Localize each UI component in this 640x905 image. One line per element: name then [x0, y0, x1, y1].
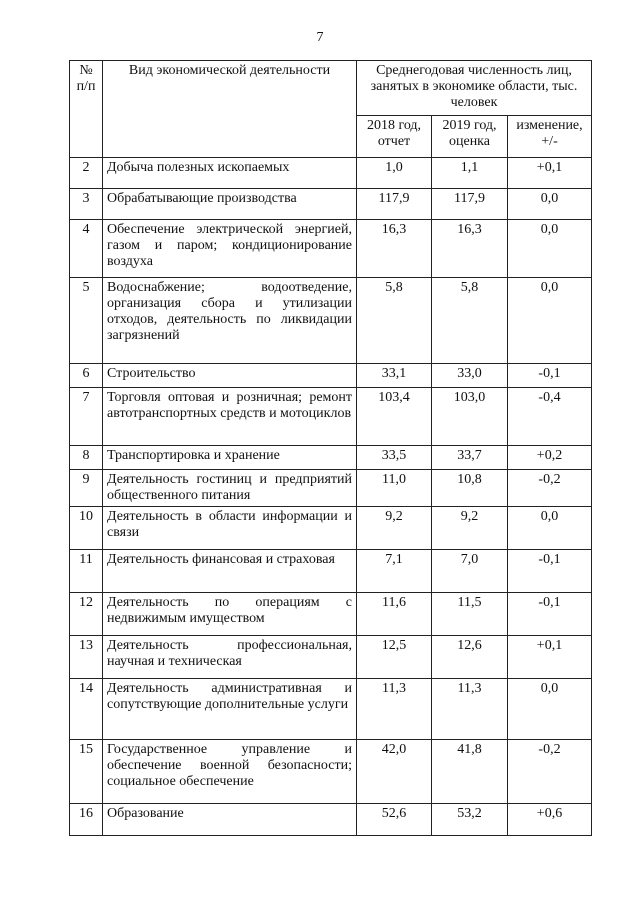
row-change: +0,2	[508, 446, 592, 470]
row-activity-name: Транспортировка и хранение	[103, 446, 357, 470]
row-change: -0,2	[508, 740, 592, 804]
row-activity-name: Деятельность в области информации и связи	[103, 507, 357, 550]
row-value-2019: 7,0	[432, 550, 508, 593]
table-row	[70, 189, 592, 220]
row-value-2019: 9,2	[432, 507, 508, 550]
row-value-2019: 53,2	[432, 804, 508, 836]
row-value-2019: 11,3	[432, 679, 508, 740]
row-value-2018: 33,5	[357, 446, 432, 470]
row-activity-name: Деятельность профессиональная, научная и техническая	[103, 636, 357, 679]
row-value-2018: 33,1	[357, 364, 432, 388]
row-activity-name: Деятельность финансовая и страховая	[103, 550, 357, 593]
row-number: 9	[70, 470, 103, 507]
row-value-2018: 9,2	[357, 507, 432, 550]
row-change: 0,0	[508, 220, 592, 278]
row-value-2019: 1,1	[432, 158, 508, 189]
row-number: 14	[70, 679, 103, 740]
table-row	[70, 636, 592, 679]
row-number: 16	[70, 804, 103, 836]
row-value-2019: 33,7	[432, 446, 508, 470]
row-value-2018: 11,3	[357, 679, 432, 740]
row-number: 6	[70, 364, 103, 388]
row-activity-name: Обрабатывающие производства	[103, 189, 357, 220]
table-row	[70, 446, 592, 470]
row-value-2019: 41,8	[432, 740, 508, 804]
row-activity-name: Торговля оптовая и розничная; ремонт автотранспортных средств и мотоциклов	[103, 388, 357, 446]
row-activity-name: Водоснабжение; водоотведение, организация сбора и утилизации отходов, деятельность по ликвидации загрязнений	[103, 278, 357, 364]
table-row	[70, 220, 592, 278]
row-number: 7	[70, 388, 103, 446]
table-body	[70, 158, 592, 836]
row-number: 11	[70, 550, 103, 593]
row-value-2018: 5,8	[357, 278, 432, 364]
row-number: 3	[70, 189, 103, 220]
row-value-2018: 16,3	[357, 220, 432, 278]
row-number: 13	[70, 636, 103, 679]
table-row	[70, 364, 592, 388]
header-employment-group: Среднегодовая численность лиц, занятых в экономике области, тыс. человек	[357, 61, 592, 116]
row-value-2018: 52,6	[357, 804, 432, 836]
header-number: № п/п	[70, 61, 103, 158]
row-change: +0,1	[508, 636, 592, 679]
row-change: +0,1	[508, 158, 592, 189]
row-activity-name: Деятельность административная и сопутствующие дополнительные услуги	[103, 679, 357, 740]
row-number: 4	[70, 220, 103, 278]
row-change: 0,0	[508, 507, 592, 550]
row-activity-name: Государственное управление и обеспечение военной безопасности; социальное обеспечение	[103, 740, 357, 804]
row-change: 0,0	[508, 189, 592, 220]
row-value-2018: 11,6	[357, 593, 432, 636]
header-2018: 2018 год, отчет	[357, 116, 432, 158]
table-row	[70, 679, 592, 740]
row-change: -0,4	[508, 388, 592, 446]
row-value-2018: 7,1	[357, 550, 432, 593]
row-number: 8	[70, 446, 103, 470]
table-row	[70, 804, 592, 836]
table-row	[70, 593, 592, 636]
table-row	[70, 278, 592, 364]
table-row	[70, 158, 592, 189]
row-value-2019: 33,0	[432, 364, 508, 388]
row-activity-name: Строительство	[103, 364, 357, 388]
row-value-2019: 5,8	[432, 278, 508, 364]
row-value-2019: 103,0	[432, 388, 508, 446]
row-change: -0,1	[508, 550, 592, 593]
header-2019: 2019 год, оценка	[432, 116, 508, 158]
table-row	[70, 470, 592, 507]
row-value-2019: 117,9	[432, 189, 508, 220]
row-activity-name: Образование	[103, 804, 357, 836]
row-number: 12	[70, 593, 103, 636]
row-activity-name: Добыча полезных ископаемых	[103, 158, 357, 189]
row-number: 10	[70, 507, 103, 550]
page-number: 7	[316, 30, 324, 45]
row-activity-name: Деятельность гостиниц и предприятий общественного питания	[103, 470, 357, 507]
row-change: 0,0	[508, 679, 592, 740]
row-activity-name: Обеспечение электрической энергией, газом и паром; кондиционирование воздуха	[103, 220, 357, 278]
row-change: 0,0	[508, 278, 592, 364]
row-activity-name: Деятельность по операциям с недвижимым имуществом	[103, 593, 357, 636]
row-number: 2	[70, 158, 103, 189]
table-row	[70, 388, 592, 446]
row-value-2019: 10,8	[432, 470, 508, 507]
header-change: изменение, +/-	[508, 116, 592, 158]
table-row	[70, 550, 592, 593]
row-value-2019: 16,3	[432, 220, 508, 278]
table-row	[70, 740, 592, 804]
row-value-2018: 11,0	[357, 470, 432, 507]
employment-table	[69, 60, 592, 836]
row-change: -0,1	[508, 364, 592, 388]
row-value-2018: 117,9	[357, 189, 432, 220]
row-value-2018: 1,0	[357, 158, 432, 189]
row-value-2019: 12,6	[432, 636, 508, 679]
row-value-2018: 12,5	[357, 636, 432, 679]
row-value-2018: 42,0	[357, 740, 432, 804]
row-value-2019: 11,5	[432, 593, 508, 636]
row-number: 15	[70, 740, 103, 804]
row-value-2018: 103,4	[357, 388, 432, 446]
header-activity: Вид экономической деятельности	[103, 61, 357, 158]
row-change: -0,2	[508, 470, 592, 507]
row-change: +0,6	[508, 804, 592, 836]
row-change: -0,1	[508, 593, 592, 636]
row-number: 5	[70, 278, 103, 364]
table-row	[70, 507, 592, 550]
